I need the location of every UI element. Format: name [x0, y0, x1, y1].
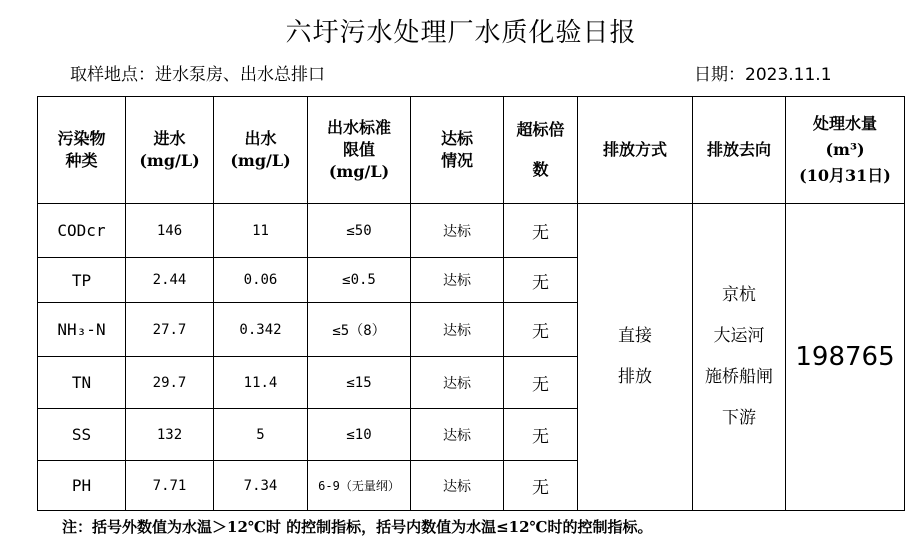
influent-value: 29.7	[126, 357, 214, 409]
status-value: 达标	[411, 303, 504, 357]
header-influent: 进水 (mg/L)	[126, 97, 214, 204]
effluent-value: 11.4	[214, 357, 308, 409]
header-status: 达标 情况	[411, 97, 504, 204]
pollutant-name: TN	[38, 357, 126, 409]
effluent-value: 0.06	[214, 258, 308, 303]
status-value: 达标	[411, 409, 504, 461]
exceed-value: 无	[504, 204, 578, 258]
report-date: 日期：2023.11.1	[694, 65, 832, 85]
status-value: 达标	[411, 204, 504, 258]
influent-value: 132	[126, 409, 214, 461]
status-value: 达标	[411, 258, 504, 303]
status-value: 达标	[411, 357, 504, 409]
limit-value: ≤10	[308, 409, 411, 461]
header-limit: 出水标准 限值 (mg/L)	[308, 97, 411, 204]
effluent-value: 5	[214, 409, 308, 461]
header-method: 排放方式	[578, 97, 693, 204]
exceed-value: 无	[504, 409, 578, 461]
exceed-value: 无	[504, 357, 578, 409]
influent-value: 7.71	[126, 461, 214, 511]
influent-value: 2.44	[126, 258, 214, 303]
water-quality-table	[37, 96, 905, 511]
table-header-row	[38, 97, 905, 204]
limit-value: ≤15	[308, 357, 411, 409]
exceed-value: 无	[504, 461, 578, 511]
pollutant-name: TP	[38, 258, 126, 303]
effluent-value: 0.342	[214, 303, 308, 357]
table-row	[38, 204, 905, 258]
influent-value: 146	[126, 204, 214, 258]
limit-value: ≤0.5	[308, 258, 411, 303]
exceed-value: 无	[504, 258, 578, 303]
pollutant-name: NH₃-N	[38, 303, 126, 357]
limit-value: ≤5（8）	[308, 303, 411, 357]
limit-value: ≤50	[308, 204, 411, 258]
limit-value: 6-9（无量纲）	[308, 461, 411, 511]
treated-volume: 198765	[786, 204, 905, 511]
status-value: 达标	[411, 461, 504, 511]
footnote: 注：括号外数值为水温＞12℃时 的控制指标，括号内数值为水温≤12℃时的控制指标。	[62, 518, 653, 536]
pollutant-name: CODcr	[38, 204, 126, 258]
header-pollutant: 污染物 种类	[38, 97, 126, 204]
exceed-value: 无	[504, 303, 578, 357]
report-title: 六圩污水处理厂水质化验日报	[285, 18, 637, 48]
header-exceed: 超标倍 数	[504, 97, 578, 204]
effluent-value: 7.34	[214, 461, 308, 511]
influent-value: 27.7	[126, 303, 214, 357]
effluent-value: 11	[214, 204, 308, 258]
header-volume: 处理水量 (m³) (10月31日)	[786, 97, 905, 204]
pollutant-name: PH	[38, 461, 126, 511]
discharge-method: 直接 排放	[578, 204, 693, 511]
header-effluent: 出水 (mg/L)	[214, 97, 308, 204]
discharge-destination: 京杭 大运河 施桥船闸 下游	[693, 204, 786, 511]
sampling-location: 取样地点：进水泵房、出水总排口	[70, 65, 325, 85]
header-destination: 排放去向	[693, 97, 786, 204]
pollutant-name: SS	[38, 409, 126, 461]
